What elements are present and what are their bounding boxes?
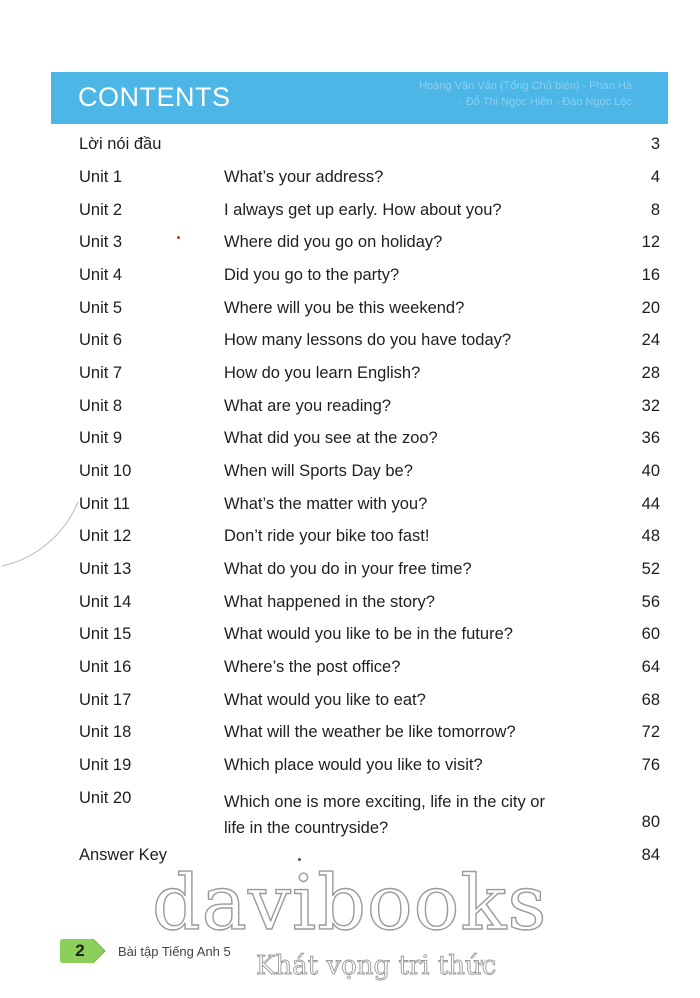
toc-page-number: 48 (641, 527, 660, 545)
toc-label: Unit 8 (79, 397, 123, 415)
toc-title: How do you learn English? (224, 364, 421, 382)
toc-page-number: 8 (650, 201, 660, 219)
toc-row-unit-20[interactable] (0, 789, 700, 841)
toc-page-number: 12 (641, 233, 660, 251)
toc-title: Did you go to the party? (224, 266, 400, 284)
toc-title: I always get up early. How about you? (224, 201, 502, 219)
toc-title: Where’s the post office? (224, 658, 401, 676)
toc-page-number: 44 (641, 495, 660, 513)
toc-title: What are you reading? (224, 397, 391, 415)
toc-title-line-1: Which one is more exciting, life in the city or (224, 793, 545, 811)
toc-page-number: 3 (650, 135, 660, 153)
toc-title: What’s the matter with you? (224, 495, 428, 513)
toc-label: Lời nói đầu (79, 135, 162, 153)
toc-title: What would you like to be in the future? (224, 625, 513, 643)
toc-page-number: 4 (650, 168, 660, 186)
toc-title: What will the weather be like tomorrow? (224, 723, 516, 741)
toc-label: Unit 10 (79, 462, 132, 480)
toc-page-number: 52 (641, 560, 660, 578)
toc-label: Unit 15 (79, 625, 132, 643)
toc-page-number: 32 (641, 397, 660, 415)
ghost-line-1: Hoàng Văn Vân (Tổng Chủ biên) - Phan Hà (419, 80, 632, 92)
toc-page-number: 64 (641, 658, 660, 676)
toc-title-line-2: life in the countryside? (224, 819, 389, 837)
toc-label: Unit 16 (79, 658, 132, 676)
toc-label: Unit 6 (79, 331, 123, 349)
toc-page-number: 40 (641, 462, 660, 480)
toc-page-number: 16 (641, 266, 660, 284)
toc-page-number: 24 (641, 331, 660, 349)
toc-title: Which place would you like to visit? (224, 756, 483, 774)
toc-page-number: 80 (641, 813, 660, 831)
toc-title: What’s your address? (224, 168, 384, 186)
toc-title: Where will you be this weekend? (224, 299, 465, 317)
watermark-slogan: Khát vọng tri thức (256, 951, 497, 981)
watermark-brand: davibooks (152, 858, 548, 947)
toc-label: Unit 5 (79, 299, 123, 317)
toc-label: Unit 3 (79, 233, 123, 251)
toc-title: Where did you go on holiday? (224, 233, 443, 251)
toc-title: What did you see at the zoo? (224, 429, 438, 447)
toc-page-number: 68 (641, 691, 660, 709)
ghost-line-2: - Đỗ Thị Ngọc Hiền - Đào Ngọc Lộc (459, 96, 632, 108)
toc-label: Unit 11 (79, 495, 131, 513)
toc-label: Unit 4 (79, 266, 123, 284)
toc-title: What would you like to eat? (224, 691, 426, 709)
toc-title: What happened in the story? (224, 593, 435, 611)
toc-title (224, 789, 545, 841)
page-title: CONTENTS (78, 82, 231, 112)
toc-label: Unit 13 (79, 560, 132, 578)
toc-page-number: 20 (641, 299, 660, 317)
toc-page-number: 72 (641, 723, 660, 741)
toc-title: When will Sports Day be? (224, 462, 413, 480)
toc-page-number: 84 (641, 846, 660, 864)
footer-page-number: 2 (75, 941, 85, 960)
toc-page-number: 60 (641, 625, 660, 643)
toc-page-number: 56 (641, 593, 660, 611)
toc-label: Unit 20 (79, 789, 132, 807)
toc-label: Unit 2 (79, 201, 123, 219)
toc-label: Unit 9 (79, 429, 123, 447)
toc-page-number: 28 (641, 364, 660, 382)
toc-label: Unit 7 (79, 364, 123, 382)
toc-label: Unit 12 (79, 527, 132, 545)
toc-label: Unit 17 (79, 691, 132, 709)
toc-title: What do you do in your free time? (224, 560, 472, 578)
toc-label: Unit 19 (79, 756, 132, 774)
toc-label: Unit 14 (79, 593, 132, 611)
toc-label: Unit 18 (79, 723, 132, 741)
toc-page-number: 36 (641, 429, 660, 447)
footer-book-title: Bài tập Tiếng Anh 5 (118, 944, 231, 959)
toc-page-number: 76 (641, 756, 660, 774)
toc-label: Unit 1 (79, 168, 123, 186)
toc-title: How many lessons do you have today? (224, 331, 512, 349)
toc-title: Don’t ride your bike too fast! (224, 527, 430, 545)
toc-label: Answer Key (79, 846, 168, 864)
